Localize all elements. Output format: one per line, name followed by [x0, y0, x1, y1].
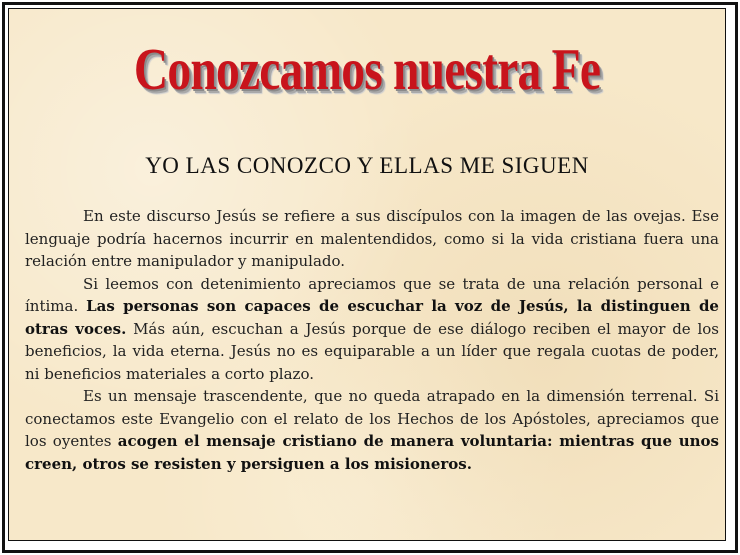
- paragraph-3: [25, 385, 719, 475]
- paragraph-2-text-b: Más aún, escuchan a Jesús porque de ese diálogo reciben el mayor de los beneficios, la vida eterna. Jesús no es equiparable a un líder que regala cuotas de poder, ni beneficios materiales a corto plazo.: [25, 319, 719, 383]
- paragraph-3-bold: acogen el mensaje cristiano de manera voluntaria: mientras que unos creen, otros se resisten y persiguen a los misioneros.: [25, 432, 719, 473]
- paragraph-1-text: En este discurso Jesús se refiere a sus discípulos con la imagen de las ovejas. Ese lenguaje podría hacernos incurrir en malentendidos, como si la vida cristiana fuera una relación entre manipulador y manipulado.: [25, 207, 719, 270]
- page-title: YO LAS CONOZCO Y ELLAS ME SIGUEN: [145, 153, 589, 178]
- paragraph-1: [25, 205, 719, 273]
- paragraph-2-text-a: Si leemos con detenimiento apreciamos que se trata de una relación personal e íntima.: [25, 274, 719, 315]
- wordart-banner: Conozcamos nuestra Fe: [133, 35, 601, 103]
- body-text: [25, 205, 719, 475]
- paragraph-2-bold: Las personas son capaces de escuchar la voz de Jesús, la distinguen de otras voces.: [25, 297, 719, 338]
- paragraph-2: [25, 273, 719, 386]
- paragraph-3-text-a: Es un mensaje trascendente, que no queda atrapado en la dimensión terrenal. Si conectamos este Evangelio con el relato de los Hechos de los Apóstoles, apreciamos que los oyentes: [25, 387, 719, 450]
- parchment-panel: [8, 8, 726, 541]
